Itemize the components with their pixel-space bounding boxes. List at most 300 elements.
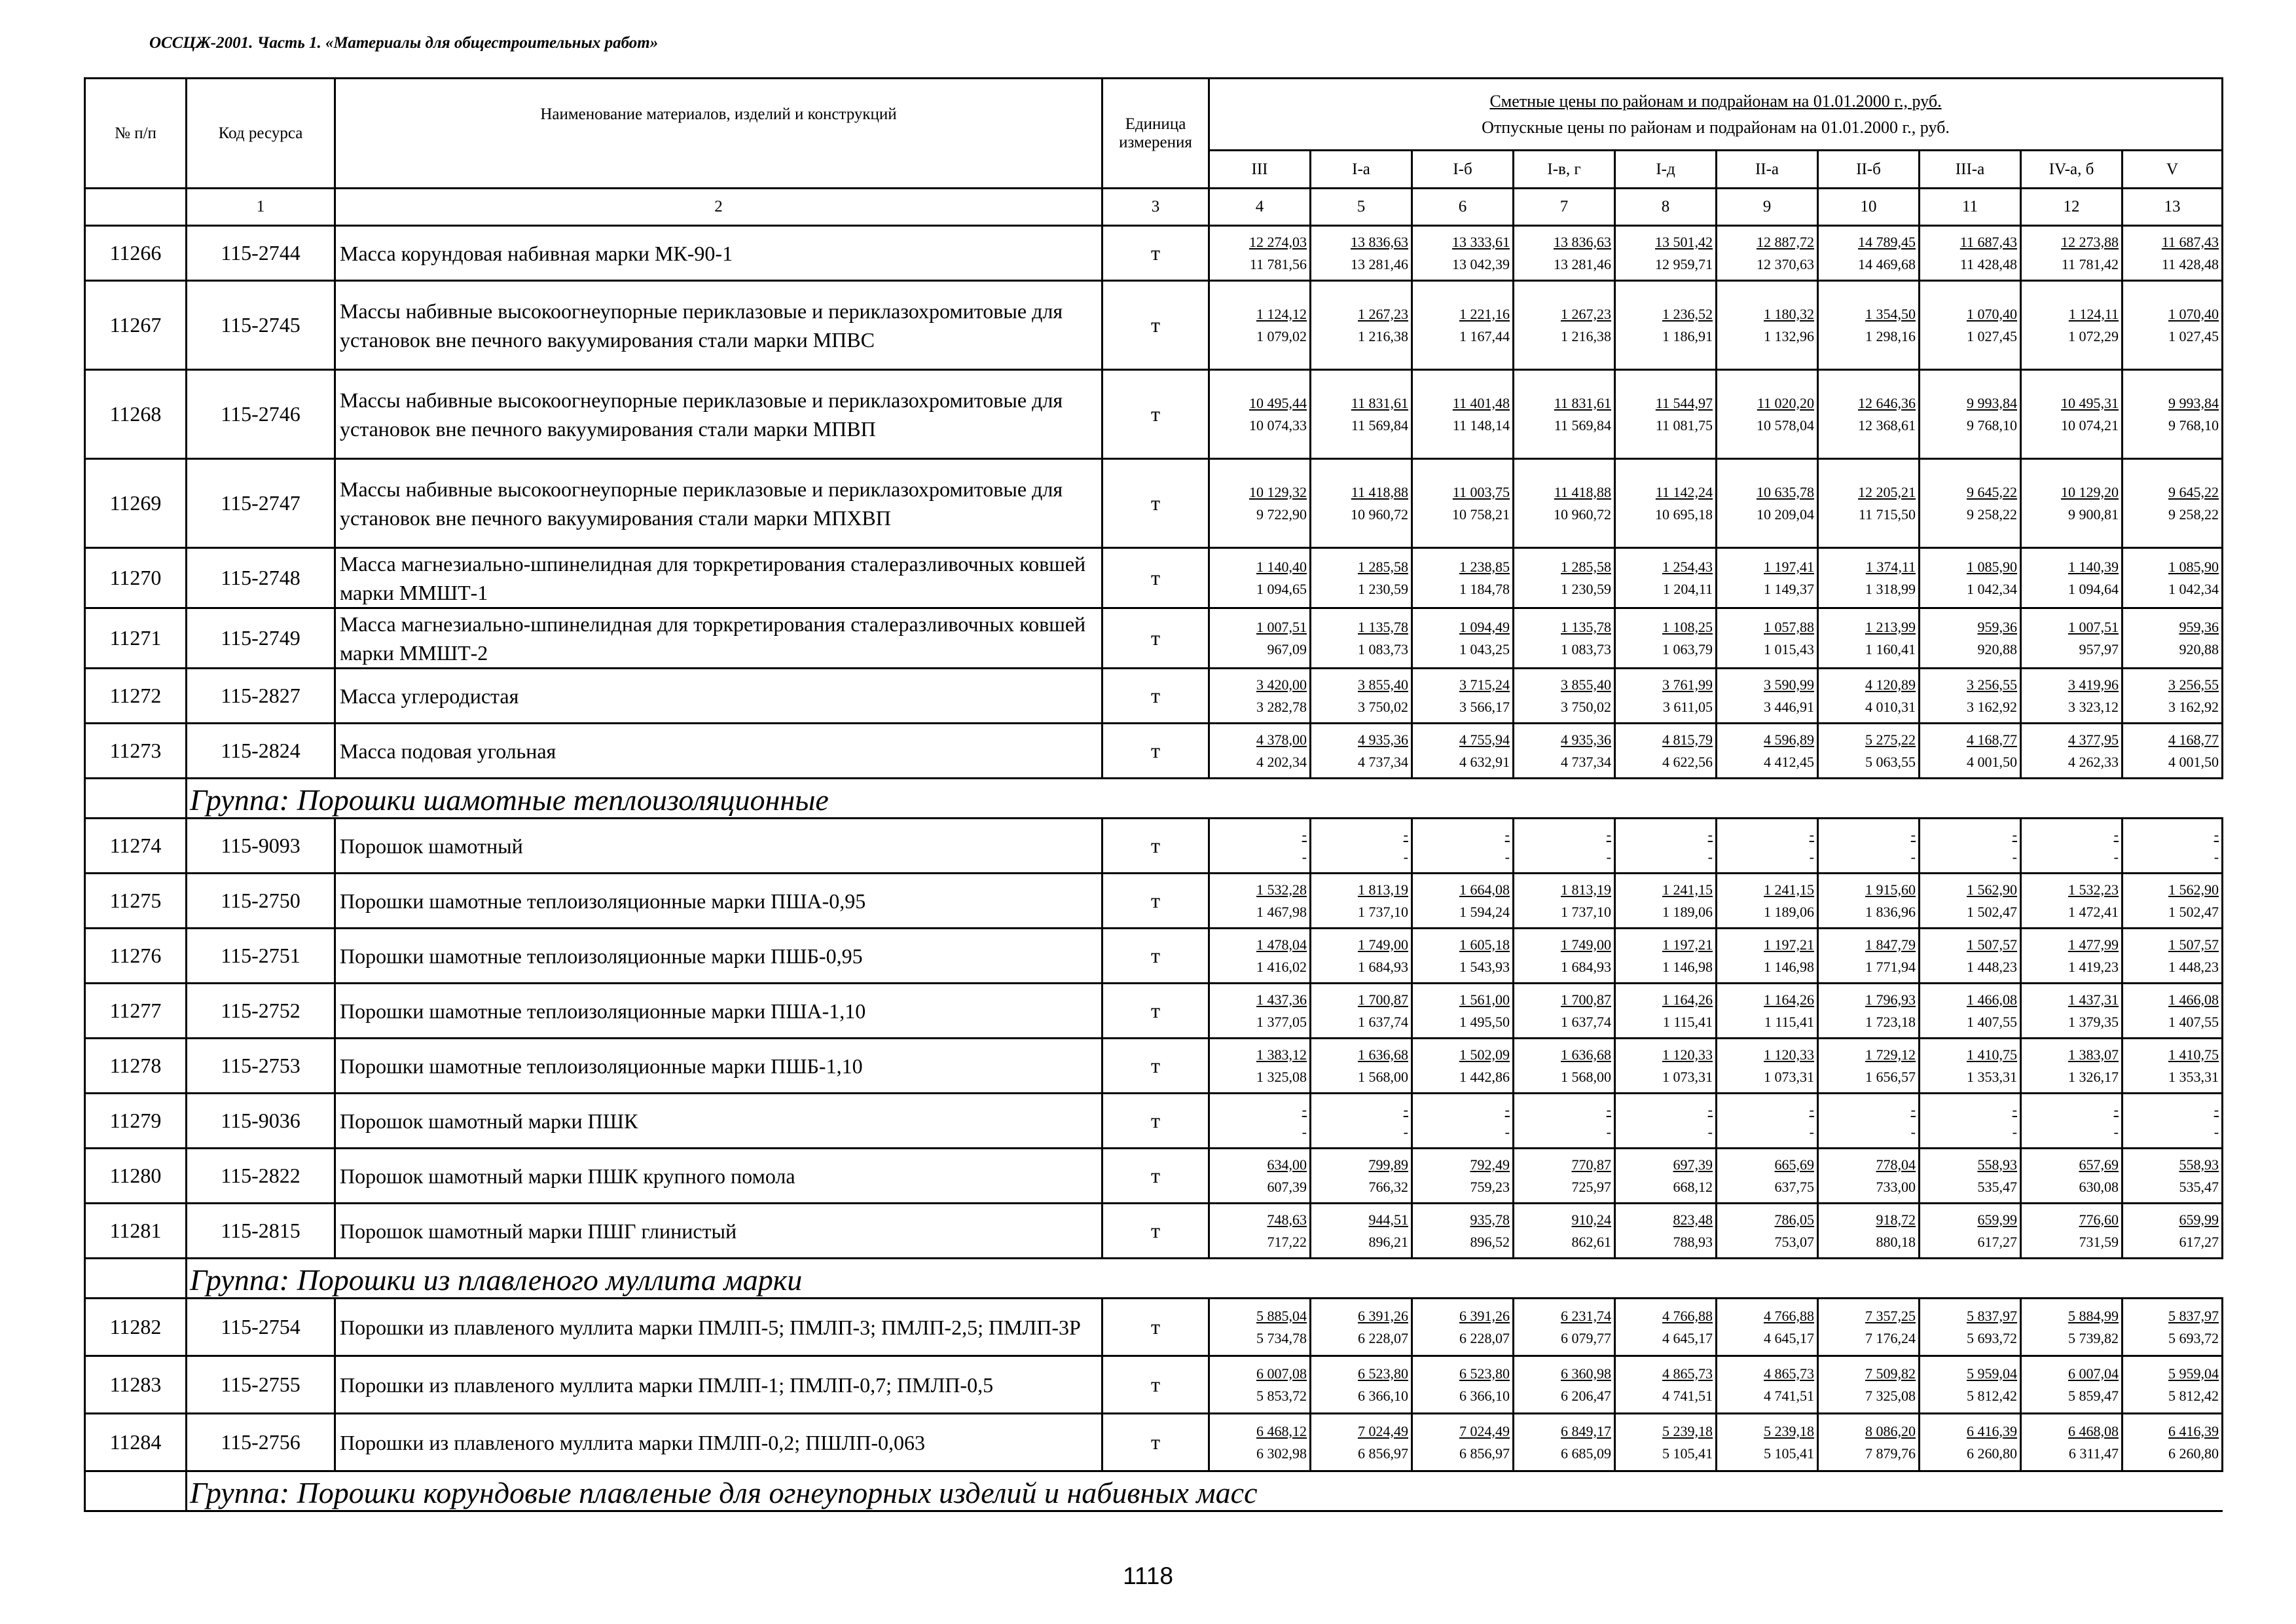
price-cell	[1717, 724, 1818, 779]
table-row	[85, 669, 2223, 724]
resource-code: 115-2749	[187, 608, 335, 669]
release-price: 1 083,73	[1358, 640, 1408, 657]
release-price: 1 027,45	[2168, 327, 2219, 344]
price-cell	[1615, 1356, 1717, 1414]
material-name: Порошок шамотный марки ПШГ глинистый	[335, 1204, 1102, 1259]
price-cell	[1615, 724, 1717, 779]
price-cell	[1920, 984, 2021, 1039]
price-cell	[1920, 1414, 2021, 1471]
estimate-price: 10 495,44	[1249, 394, 1307, 411]
column-number: 5	[1311, 189, 1412, 226]
header-name: Наименование материалов, изделий и конструкций	[335, 79, 1102, 189]
estimate-price: 799,89	[1368, 1156, 1408, 1173]
price-cell	[2021, 669, 2123, 724]
estimate-price: 1 562,90	[1967, 881, 2017, 898]
price-cell	[2123, 548, 2223, 608]
estimate-price: 9 993,84	[2168, 394, 2219, 411]
release-price: 753,07	[1774, 1233, 1814, 1250]
release-price: 10 695,18	[1655, 506, 1713, 523]
unit: т	[1102, 459, 1209, 548]
estimate-price: 7 024,49	[1459, 1422, 1510, 1439]
price-cell	[1412, 1356, 1514, 1414]
price-cell	[1412, 459, 1514, 548]
price-cell	[1717, 1094, 1818, 1149]
estimate-price: 823,48	[1673, 1211, 1713, 1228]
price-cell	[1818, 929, 1920, 984]
release-price: 1 637,74	[1358, 1013, 1408, 1030]
price-cell	[2123, 669, 2223, 724]
release-price: 788,93	[1673, 1233, 1713, 1250]
price-cell	[1615, 1094, 1717, 1149]
release-price: 6 206,47	[1561, 1387, 1611, 1404]
price-cell	[1514, 370, 1615, 459]
price-cell	[1615, 459, 1717, 548]
estimate-price: 1 057,88	[1764, 618, 1814, 635]
price-cell	[1412, 226, 1514, 281]
price-cell	[1615, 226, 1717, 281]
row-number: 11277	[85, 984, 187, 1039]
release-price: 10 758,21	[1452, 506, 1510, 523]
price-cell	[1717, 370, 1818, 459]
material-name: Порошки шамотные теплоизоляционные марки ПША-1,10	[335, 984, 1102, 1039]
header-prices-estimate: Сметные цены по районам и подрайонам на 01.01.2000 г., руб.	[1489, 91, 1942, 111]
resource-code: 115-2827	[187, 669, 335, 724]
estimate-price: 1 636,68	[1358, 1046, 1408, 1063]
resource-code: 115-2822	[187, 1149, 335, 1204]
price-cell	[1514, 1094, 1615, 1149]
estimate-price: 13 501,42	[1655, 233, 1713, 250]
release-price: 1 043,25	[1459, 640, 1510, 657]
release-price: 1 230,59	[1358, 580, 1408, 597]
release-price: 535,47	[2179, 1178, 2219, 1195]
estimate-price: 4 815,79	[1662, 731, 1713, 748]
release-price: 11 715,50	[1858, 506, 1916, 523]
price-cell	[1514, 929, 1615, 984]
unit: т	[1102, 1299, 1209, 1356]
release-price: 1 467,98	[1256, 903, 1307, 920]
estimate-price: 6 007,08	[1256, 1365, 1307, 1382]
release-price: 6 366,10	[1459, 1387, 1510, 1404]
estimate-price: 697,39	[1673, 1156, 1713, 1173]
release-price: -	[1707, 1123, 1713, 1140]
release-price: 4 010,31	[1865, 698, 1916, 715]
estimate-price: 1 164,26	[1764, 991, 1814, 1008]
estimate-price: 11 003,75	[1452, 483, 1510, 500]
release-price: 5 693,72	[1967, 1329, 2017, 1346]
release-price: 920,88	[2179, 640, 2219, 657]
price-cell	[1615, 370, 1717, 459]
release-price: 4 741,51	[1662, 1387, 1713, 1404]
price-cell	[1920, 459, 2021, 548]
price-cell	[1717, 459, 1818, 548]
price-cell	[1412, 874, 1514, 929]
release-price: 1 042,34	[1967, 580, 2017, 597]
release-price: 7 176,24	[1865, 1329, 1916, 1346]
price-cell	[1514, 459, 1615, 548]
estimate-price: 1 007,51	[2068, 618, 2119, 635]
estimate-price: 6 523,80	[1459, 1365, 1510, 1382]
unit: т	[1102, 669, 1209, 724]
resource-code: 115-2754	[187, 1299, 335, 1356]
price-cell	[1209, 929, 1311, 984]
estimate-price: 6 360,98	[1561, 1365, 1611, 1382]
unit: т	[1102, 1094, 1209, 1149]
estimate-price: 9 993,84	[1967, 394, 2017, 411]
price-cell	[1717, 1414, 1818, 1471]
estimate-price: 11 020,20	[1757, 394, 1814, 411]
material-name: Порошок шамотный марки ПШК	[335, 1094, 1102, 1149]
release-price: 1 146,98	[1662, 958, 1713, 975]
release-price: 3 750,02	[1561, 698, 1611, 715]
estimate-price: 6 391,26	[1459, 1307, 1510, 1324]
release-price: 14 469,68	[1858, 255, 1916, 272]
price-cell	[2021, 1204, 2123, 1259]
price-cell	[1209, 1149, 1311, 1204]
release-price: 957,97	[2079, 640, 2119, 657]
header-num: № п/п	[85, 79, 187, 189]
price-cell	[2021, 724, 2123, 779]
estimate-price: -	[2012, 1101, 2017, 1118]
release-price: 880,18	[1876, 1233, 1916, 1250]
release-price: 1 472,41	[2068, 903, 2119, 920]
release-price: 1 325,08	[1256, 1068, 1307, 1085]
header-region: I-в, г	[1514, 151, 1615, 189]
unit: т	[1102, 724, 1209, 779]
release-price: 1 146,98	[1764, 958, 1814, 975]
release-price: 1 189,06	[1764, 903, 1814, 920]
price-cell	[1514, 984, 1615, 1039]
resource-code: 115-9036	[187, 1094, 335, 1149]
estimate-price: 11 831,61	[1351, 394, 1408, 411]
price-cell	[1311, 929, 1412, 984]
price-cell	[2021, 874, 2123, 929]
header-region: III-а	[1920, 151, 2021, 189]
header-region: III	[1209, 151, 1311, 189]
price-cell	[1209, 669, 1311, 724]
table-row	[85, 819, 2223, 874]
price-cell	[1412, 281, 1514, 370]
estimate-price: 6 231,74	[1561, 1307, 1611, 1324]
price-cell	[2021, 226, 2123, 281]
release-price: -	[1606, 1123, 1611, 1140]
release-price: 1 502,47	[1967, 903, 2017, 920]
price-cell	[1311, 984, 1412, 1039]
estimate-price: 1 507,57	[2168, 936, 2219, 953]
table-row	[85, 1356, 2223, 1414]
estimate-price: 1 915,60	[1865, 881, 1916, 898]
price-cell	[1717, 669, 1818, 724]
estimate-price: 8 086,20	[1865, 1422, 1916, 1439]
price-cell	[1514, 669, 1615, 724]
release-price: 10 074,21	[2061, 416, 2119, 434]
estimate-price: 5 239,18	[1764, 1422, 1814, 1439]
release-price: 1 407,55	[1967, 1013, 2017, 1030]
estimate-price: 4 755,94	[1459, 731, 1510, 748]
column-number: 7	[1514, 189, 1615, 226]
price-cell	[1209, 1414, 1311, 1471]
release-price: 11 148,14	[1452, 416, 1510, 434]
release-price: 731,59	[2079, 1233, 2119, 1250]
estimate-price: 1 561,00	[1459, 991, 1510, 1008]
estimate-price: 1 221,16	[1459, 305, 1510, 322]
release-price: 4 262,33	[2068, 753, 2119, 770]
estimate-price: 935,78	[1470, 1211, 1510, 1228]
price-cell	[1209, 1094, 1311, 1149]
release-price: 13 281,46	[1351, 255, 1408, 272]
release-price: 9 258,22	[1967, 506, 2017, 523]
price-cell	[1412, 548, 1514, 608]
material-name: Порошок шамотный	[335, 819, 1102, 874]
estimate-price: 1 478,04	[1256, 936, 1307, 953]
estimate-price: 6 849,17	[1561, 1422, 1611, 1439]
table-row	[85, 1149, 2223, 1204]
estimate-price: 1 197,21	[1662, 936, 1713, 953]
estimate-price: 3 256,55	[1967, 676, 2017, 693]
estimate-price: 3 419,96	[2068, 676, 2119, 693]
price-cell	[1717, 608, 1818, 669]
material-name: Масса углеродистая	[335, 669, 1102, 724]
price-cell	[1818, 370, 1920, 459]
release-price: -	[1707, 848, 1713, 865]
release-price: 725,97	[1571, 1178, 1611, 1195]
price-cell	[1209, 1299, 1311, 1356]
column-number: 13	[2123, 189, 2223, 226]
material-name: Порошки из плавленого муллита марки ПМЛП-1; ПМЛП-0,7; ПМЛП-0,5	[335, 1356, 1102, 1414]
estimate-price: -	[1504, 1101, 1510, 1118]
price-cell	[1514, 608, 1615, 669]
release-price: 6 856,97	[1358, 1445, 1408, 1462]
release-price: 4 737,34	[1358, 753, 1408, 770]
estimate-price: 1 070,40	[1967, 305, 2017, 322]
estimate-price: 1 124,12	[1256, 305, 1307, 322]
release-price: 4 632,91	[1459, 753, 1510, 770]
table-row	[85, 459, 2223, 548]
estimate-price: 4 378,00	[1256, 731, 1307, 748]
resource-code: 115-2824	[187, 724, 335, 779]
price-cell	[1615, 1039, 1717, 1094]
table-row	[85, 984, 2223, 1039]
estimate-price: 1 254,43	[1662, 558, 1713, 575]
release-price: 1 448,23	[2168, 958, 2219, 975]
estimate-price: 12 887,72	[1757, 233, 1814, 250]
price-cell	[1311, 1039, 1412, 1094]
release-price: 1 568,00	[1358, 1068, 1408, 1085]
header-region: I-д	[1615, 151, 1717, 189]
estimate-price: 776,60	[2079, 1211, 2119, 1228]
release-price: 6 311,47	[2068, 1445, 2119, 1462]
price-cell	[1311, 1094, 1412, 1149]
release-price: 1 495,50	[1459, 1013, 1510, 1030]
price-cell	[1311, 1414, 1412, 1471]
release-price: 6 260,80	[2168, 1445, 2219, 1462]
row-number: 11281	[85, 1204, 187, 1259]
resource-code: 115-2751	[187, 929, 335, 984]
estimate-price: -	[1403, 826, 1408, 843]
price-cell	[1717, 1039, 1818, 1094]
table-row	[85, 724, 2223, 779]
group-row	[85, 779, 2223, 819]
price-cell	[1717, 1356, 1818, 1414]
material-name: Порошки из плавленого муллита марки ПМЛП-5; ПМЛП-3; ПМЛП-2,5; ПМЛП-3Р	[335, 1299, 1102, 1356]
price-cell	[2021, 1149, 2123, 1204]
release-price: 1 318,99	[1865, 580, 1916, 597]
price-cell	[2123, 226, 2223, 281]
estimate-price: 1 383,07	[2068, 1046, 2119, 1063]
estimate-price: 6 468,08	[2068, 1422, 2119, 1439]
release-price: 1 204,11	[1662, 580, 1713, 597]
price-cell	[1818, 608, 1920, 669]
price-cell	[1920, 281, 2021, 370]
price-cell	[1209, 548, 1311, 608]
price-cell	[1412, 1039, 1514, 1094]
price-cell	[1514, 819, 1615, 874]
estimate-price: 3 420,00	[1256, 676, 1307, 693]
header-prices-release: Отпускные цены по районам и подрайонам на 01.01.2000 г., руб.	[1482, 117, 1950, 137]
price-cell	[2123, 459, 2223, 548]
estimate-price: 11 544,97	[1655, 394, 1713, 411]
price-cell	[2021, 819, 2123, 874]
estimate-price: 1 070,40	[2168, 305, 2219, 322]
column-number: 9	[1717, 189, 1818, 226]
release-price: 1 027,45	[1967, 327, 2017, 344]
price-cell	[1311, 548, 1412, 608]
estimate-price: 1 813,19	[1561, 881, 1611, 898]
release-price: 1 737,10	[1561, 903, 1611, 920]
estimate-price: 3 590,99	[1764, 676, 1814, 693]
estimate-price: 748,63	[1267, 1211, 1307, 1228]
price-cell	[1615, 281, 1717, 370]
price-cell	[2123, 1299, 2223, 1356]
resource-code: 115-2746	[187, 370, 335, 459]
estimate-price: 1 197,21	[1764, 936, 1814, 953]
price-cell	[1311, 1356, 1412, 1414]
release-price: 1 353,31	[2168, 1068, 2219, 1085]
release-price: 9 900,81	[2068, 506, 2119, 523]
release-price: 6 685,09	[1561, 1445, 1611, 1462]
row-number: 11267	[85, 281, 187, 370]
release-price: 1 737,10	[1358, 903, 1408, 920]
estimate-price: 1 502,09	[1459, 1046, 1510, 1063]
release-price: 1 419,23	[2068, 958, 2119, 975]
price-cell	[1209, 1356, 1311, 1414]
estimate-price: 1 700,87	[1358, 991, 1408, 1008]
price-cell	[1920, 1204, 2021, 1259]
header-region: IV-а, б	[2021, 151, 2123, 189]
price-cell	[2123, 1149, 2223, 1204]
estimate-price: 770,87	[1571, 1156, 1611, 1173]
release-price: 9 258,22	[2168, 506, 2219, 523]
estimate-price: 4 120,89	[1865, 676, 1916, 693]
release-price: 6 079,77	[1561, 1329, 1611, 1346]
release-price: -	[2113, 848, 2119, 865]
resource-code: 115-9093	[187, 819, 335, 874]
estimate-price: -	[1606, 1101, 1611, 1118]
price-cell	[2123, 281, 2223, 370]
estimate-price: 5 837,97	[1967, 1307, 2017, 1324]
price-cell	[1412, 1094, 1514, 1149]
price-cell	[1615, 608, 1717, 669]
price-cell	[1818, 874, 1920, 929]
release-price: 4 741,51	[1764, 1387, 1814, 1404]
price-cell	[1209, 370, 1311, 459]
price-cell	[1514, 1356, 1615, 1414]
release-price: 1 230,59	[1561, 580, 1611, 597]
row-number: 11268	[85, 370, 187, 459]
estimate-price: 1 466,08	[2168, 991, 2219, 1008]
estimate-price: 4 377,95	[2068, 731, 2119, 748]
group-title: Группа: Порошки шамотные теплоизоляционные	[187, 779, 2223, 819]
release-price: 1 073,31	[1662, 1068, 1713, 1085]
material-name: Массы набивные высокоогнеупорные периклазовые и периклазохромитовые для установок вне печного вакуумирования стали марки МПВС	[335, 281, 1102, 370]
estimate-price: 778,04	[1876, 1156, 1916, 1173]
estimate-price: 1 164,26	[1662, 991, 1713, 1008]
estimate-price: 918,72	[1876, 1211, 1916, 1228]
unit: т	[1102, 226, 1209, 281]
estimate-price: 1 749,00	[1561, 936, 1611, 953]
estimate-price: 4 168,77	[2168, 731, 2219, 748]
estimate-price: 4 935,36	[1561, 731, 1611, 748]
row-number: 11276	[85, 929, 187, 984]
table-row	[85, 1204, 2223, 1259]
estimate-price: 944,51	[1368, 1211, 1408, 1228]
price-cell	[1818, 669, 1920, 724]
estimate-price: 13 333,61	[1452, 233, 1510, 250]
price-cell	[1514, 1149, 1615, 1204]
release-price: 10 960,72	[1554, 506, 1611, 523]
estimate-price: 1 267,23	[1561, 305, 1611, 322]
price-cell	[1412, 984, 1514, 1039]
estimate-price: 4 865,73	[1662, 1365, 1713, 1382]
estimate-price: 14 789,45	[1858, 233, 1916, 250]
release-price: 10 209,04	[1757, 506, 1814, 523]
price-cell	[1209, 226, 1311, 281]
price-cell	[1514, 1204, 1615, 1259]
price-cell	[1920, 608, 2021, 669]
estimate-price: 1 813,19	[1358, 881, 1408, 898]
estimate-price: 3 855,40	[1358, 676, 1408, 693]
estimate-price: 12 646,36	[1858, 394, 1916, 411]
release-price: 5 105,41	[1764, 1445, 1814, 1462]
resource-code: 115-2756	[187, 1414, 335, 1471]
estimate-price: 7 357,25	[1865, 1307, 1916, 1324]
estimate-price: 5 837,97	[2168, 1307, 2219, 1324]
release-price: 11 081,75	[1655, 416, 1713, 434]
estimate-price: 1 847,79	[1865, 936, 1916, 953]
estimate-price: 1 241,15	[1764, 881, 1814, 898]
estimate-price: -	[1302, 826, 1307, 843]
release-price: 637,75	[1774, 1178, 1814, 1195]
price-cell	[1920, 548, 2021, 608]
unit: т	[1102, 608, 1209, 669]
estimate-price: 9 645,22	[2168, 483, 2219, 500]
unit: т	[1102, 1039, 1209, 1094]
price-cell	[1311, 459, 1412, 548]
price-cell	[1209, 724, 1311, 779]
unit: т	[1102, 1414, 1209, 1471]
estimate-price: 3 855,40	[1561, 676, 1611, 693]
price-cell	[1412, 1414, 1514, 1471]
release-price: 13 042,39	[1452, 255, 1510, 272]
estimate-price: 1 108,25	[1662, 618, 1713, 635]
release-price: 3 162,92	[2168, 698, 2219, 715]
release-price: 1 442,86	[1459, 1068, 1510, 1085]
price-cell	[2123, 819, 2223, 874]
estimate-price: 4 168,77	[1967, 731, 2017, 748]
release-price: 1 115,41	[1662, 1013, 1713, 1030]
price-cell	[1818, 1299, 1920, 1356]
resource-code: 115-2744	[187, 226, 335, 281]
table-row	[85, 548, 2223, 608]
